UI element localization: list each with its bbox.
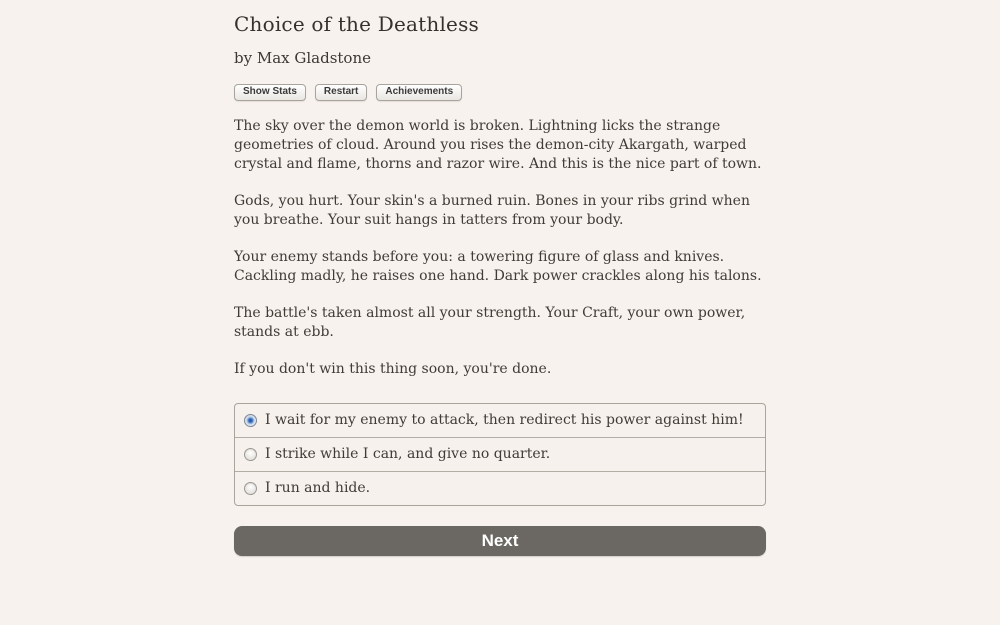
choice-option-2[interactable] xyxy=(235,437,765,471)
toolbar xyxy=(234,84,766,101)
show-stats-button[interactable]: Show Stats xyxy=(234,84,306,101)
achievements-button[interactable]: Achievements xyxy=(376,84,462,101)
choice-option-3[interactable] xyxy=(235,471,765,505)
restart-button[interactable]: Restart xyxy=(315,84,367,101)
choice-option-label: I run and hide. xyxy=(265,480,371,496)
story-paragraph: The sky over the demon world is broken. Lightning licks the strange geometries of cloud. Around you rises the demon-city Akargath, warped crystal and flame, thorns and razor wire. And this is the nice part of town. xyxy=(234,118,762,172)
game-page xyxy=(234,0,766,556)
choice-radio[interactable] xyxy=(244,414,257,427)
story-text xyxy=(234,117,766,379)
choice-option-1[interactable] xyxy=(235,404,765,437)
choice-list xyxy=(234,403,766,506)
story-paragraph: Your enemy stands before you: a towering figure of glass and knives. Cackling madly, he raises one hand. Dark power crackles along his talons. xyxy=(234,249,762,284)
choice-option-label: I strike while I can, and give no quarter. xyxy=(265,446,551,462)
choice-radio[interactable] xyxy=(244,482,257,495)
choice-option-label: I wait for my enemy to attack, then redirect his power against him! xyxy=(265,412,744,428)
story-paragraph: If you don't win this thing soon, you're done. xyxy=(234,361,552,377)
story-paragraph: Gods, you hurt. Your skin's a burned ruin. Bones in your ribs grind when you breathe. Your suit hangs in tatters from your body. xyxy=(234,193,750,228)
author-byline: by Max Gladstone xyxy=(234,49,371,67)
choice-radio[interactable] xyxy=(244,448,257,461)
story-paragraph: The battle's taken almost all your strength. Your Craft, your own power, stands at ebb. xyxy=(234,305,746,340)
page-title: Choice of the Deathless xyxy=(234,12,480,36)
next-button[interactable]: Next xyxy=(234,526,766,556)
